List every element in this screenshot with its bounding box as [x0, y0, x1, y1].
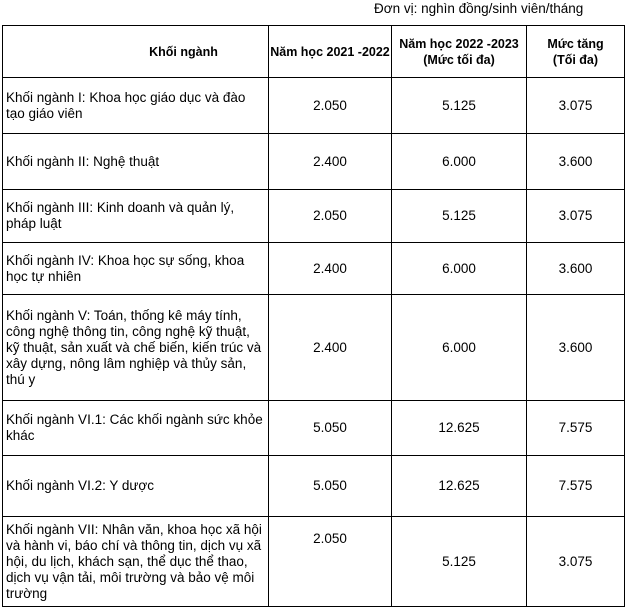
header-increase [527, 26, 625, 78]
tuition-2021-2022: 2.050 [269, 517, 392, 607]
sector-name: Khối ngành VI.1: Các khối ngành sức khỏe khác [3, 401, 269, 456]
tuition-2021-2022: 2.050 [269, 78, 392, 134]
tuition-2021-2022: 2.050 [269, 190, 392, 243]
tuition-increase: 7.575 [527, 456, 625, 517]
tuition-2021-2022: 5.050 [269, 401, 392, 456]
header-sector: Khối ngành [3, 26, 269, 78]
header-year-2022-2023 [392, 26, 527, 78]
sector-name: Khối ngành I: Khoa học giáo dục và đào tạo giáo viên [3, 78, 269, 134]
tuition-2022-2023: 6.000 [392, 134, 527, 190]
sector-name: Khối ngành II: Nghệ thuật [3, 134, 269, 190]
table-row [3, 295, 625, 401]
tuition-increase: 3.600 [527, 295, 625, 401]
tuition-2021-2022: 2.400 [269, 243, 392, 295]
tuition-2022-2023: 5.125 [392, 78, 527, 134]
tuition-2022-2023: 6.000 [392, 295, 527, 401]
tuition-increase: 3.600 [527, 243, 625, 295]
tuition-2022-2023: 5.125 [392, 190, 527, 243]
unit-note: Đơn vị: nghìn đồng/sinh viên/tháng [374, 1, 584, 16]
sector-name: Khối ngành VII: Nhân văn, khoa học xã hội và hành vi, báo chí và thông tin, dịch vụ xã hội, du lịch, khách sạn, thể dục thể thao, dịch vụ vận tải, môi trường và bảo vệ môi trường [3, 517, 269, 607]
header-year-2022-2023-note: (Mức tối đa) [423, 52, 495, 67]
tuition-increase: 3.600 [527, 134, 625, 190]
table-row [3, 134, 625, 190]
header-year-2021-2022: Năm học 2021 -2022 [269, 26, 392, 78]
table-row [3, 401, 625, 456]
tuition-increase: 3.075 [527, 78, 625, 134]
tuition-2022-2023: 6.000 [392, 243, 527, 295]
header-year-2022-2023-title: Năm học 2022 -2023 [399, 36, 519, 51]
table-row [3, 190, 625, 243]
tuition-2021-2022: 2.400 [269, 295, 392, 401]
header-increase-title: Mức tăng [547, 36, 604, 51]
tuition-increase: 3.075 [527, 190, 625, 243]
table-row [3, 243, 625, 295]
header-increase-note: (Tối đa) [552, 52, 599, 67]
tuition-2021-2022: 2.400 [269, 134, 392, 190]
tuition-2022-2023: 12.625 [392, 456, 527, 517]
sector-name: Khối ngành VI.2: Y dược [3, 456, 269, 517]
tuition-increase: 3.075 [527, 517, 625, 607]
table-row [3, 517, 625, 607]
tuition-table [2, 25, 625, 607]
tuition-2022-2023: 5.125 [392, 517, 527, 607]
tuition-increase: 7.575 [527, 401, 625, 456]
sector-name: Khối ngành V: Toán, thống kê máy tính, công nghệ thông tin, công nghệ kỹ thuật, kỹ thuật, sản xuất và chế biến, kiến trúc và xây dựng, nông lâm nghiệp và thủy sản, thú y [3, 295, 269, 401]
table-row [3, 456, 625, 517]
tuition-2022-2023: 12.625 [392, 401, 527, 456]
table-row [3, 78, 625, 134]
tuition-2021-2022: 5.050 [269, 456, 392, 517]
sector-name: Khối ngành III: Kinh doanh và quản lý, pháp luật [3, 190, 269, 243]
sector-name: Khối ngành IV: Khoa học sự sống, khoa học tự nhiên [3, 243, 269, 295]
header-row [3, 26, 625, 78]
